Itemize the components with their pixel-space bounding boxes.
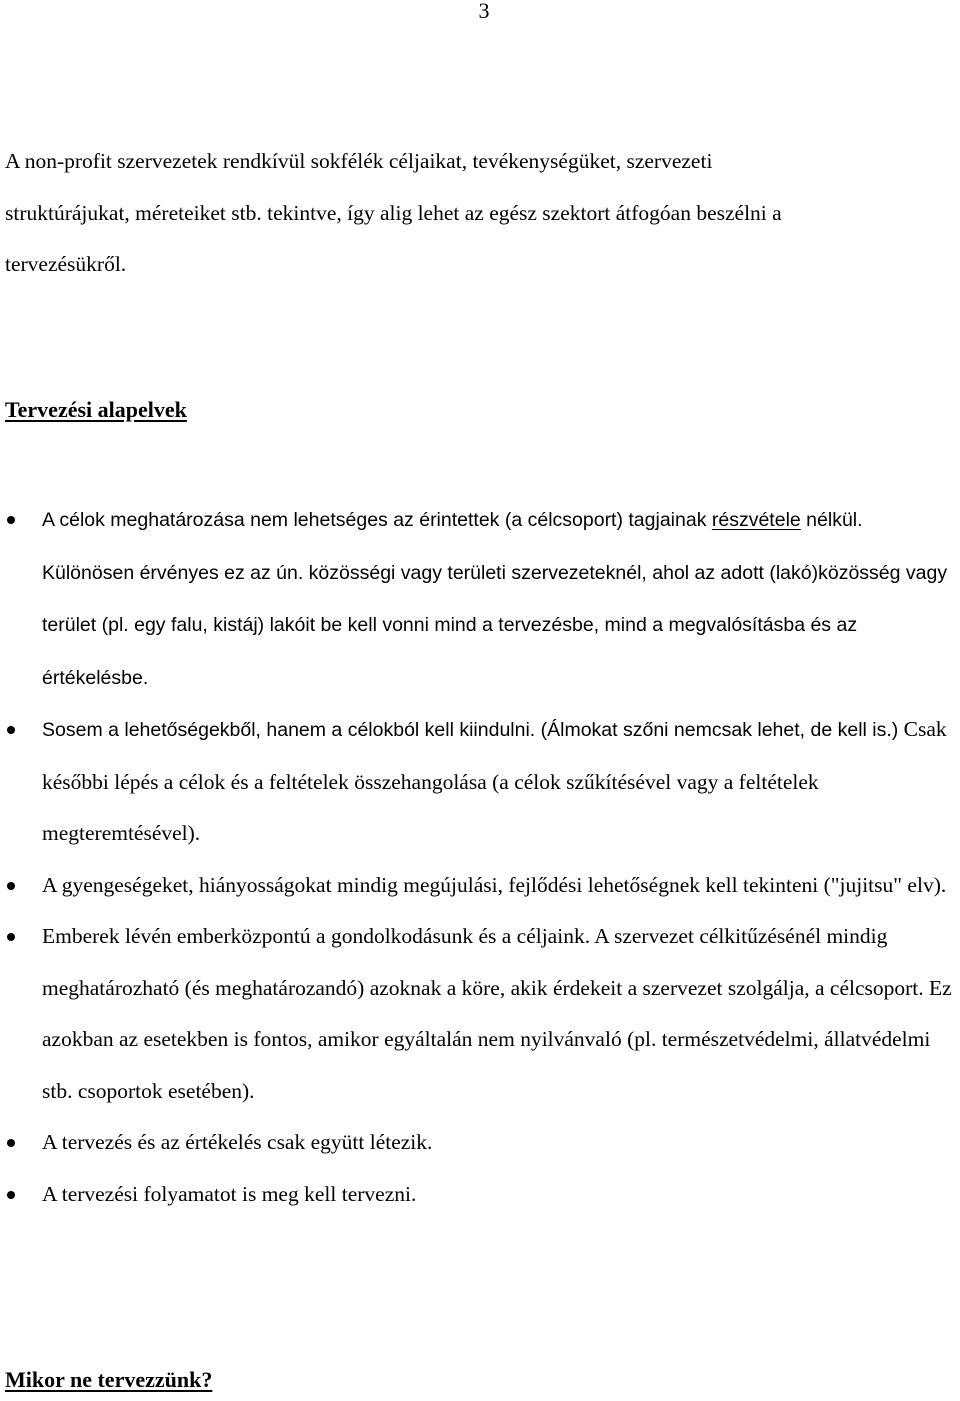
list-item [0, 704, 960, 860]
underlined-word: részvétele [711, 509, 801, 531]
bullet-icon [7, 1191, 15, 1199]
bullet-text: A célok meghatározása nem lehetséges az érintettek (a célcsoport) tagjainak [42, 509, 712, 531]
list-item [0, 1169, 960, 1221]
bullet-text: Sosem a lehetőségekből, hanem a célokból kell kiindulni. (Álmokat szőni nemcsak lehet, de kell is.) [42, 719, 899, 741]
bullet-icon [7, 933, 15, 941]
intro-paragraph [5, 136, 955, 291]
bullet-icon [7, 516, 15, 524]
section-heading-principles: Tervezési alapelvek [5, 397, 187, 422]
bullet-text-continued: Csak későbbi lépés a célok és a feltételek összehangolása (a célok szűkítésével vagy a feltételek megteremtésével). [42, 717, 947, 845]
principles-list [0, 494, 960, 1220]
section-heading-when-not-to-plan: Mikor ne tervezzünk? [5, 1367, 213, 1392]
bullet-text-continued: nélkül. Különösen érvényes ez az ún. közösségi vagy területi szervezeteknél, ahol az adott (lakó)közösség vagy terület (pl. egy falu, kistáj) lakóit be kell vonni mind a tervezésbe, mind a megvalósításba és az értékelésbe. [42, 509, 948, 689]
list-item [0, 1117, 960, 1169]
bullet-text: A gyengeségeket, hiányosságokat mindig megújulási, fejlődési lehetőségnek kell tekinteni ("jujitsu" elv). [42, 872, 947, 897]
bullet-text: A tervezési folyamatot is meg kell tervezni. [42, 1181, 417, 1206]
bullet-text: A tervezés és az értékelés csak együtt létezik. [42, 1130, 433, 1154]
bullet-icon [7, 726, 15, 734]
list-item [0, 494, 960, 704]
page-number: 3 [478, 0, 490, 23]
intro-line-2: struktúrájukat, méreteiket stb. tekintve, így alig lehet az egész szektort átfogóan beszélni a [5, 200, 782, 225]
bullet-text: Emberek lévén emberközpontú a gondolkodásunk és a céljaink. A szervezet célkitűzésénél mindig meghatározható (és meghatározandó) azoknak a köre, akik érdekeit a szervezet szolgálja, a célcsoport. Ez azokban az esetekben is fontos, amikor egyáltalán nem nyilvánvaló (pl. természetvédelmi, állatvédelmi stb. csoportok esetében). [42, 924, 952, 1103]
list-item [0, 911, 960, 1117]
bullet-icon [7, 882, 15, 890]
bullet-icon [7, 1139, 15, 1147]
intro-line-1: A non-profit szervezetek rendkívül sokfélék céljaikat, tevékenységüket, szervezeti [5, 149, 713, 173]
intro-line-3: tervezésükről. [5, 252, 127, 276]
list-item [0, 860, 960, 912]
